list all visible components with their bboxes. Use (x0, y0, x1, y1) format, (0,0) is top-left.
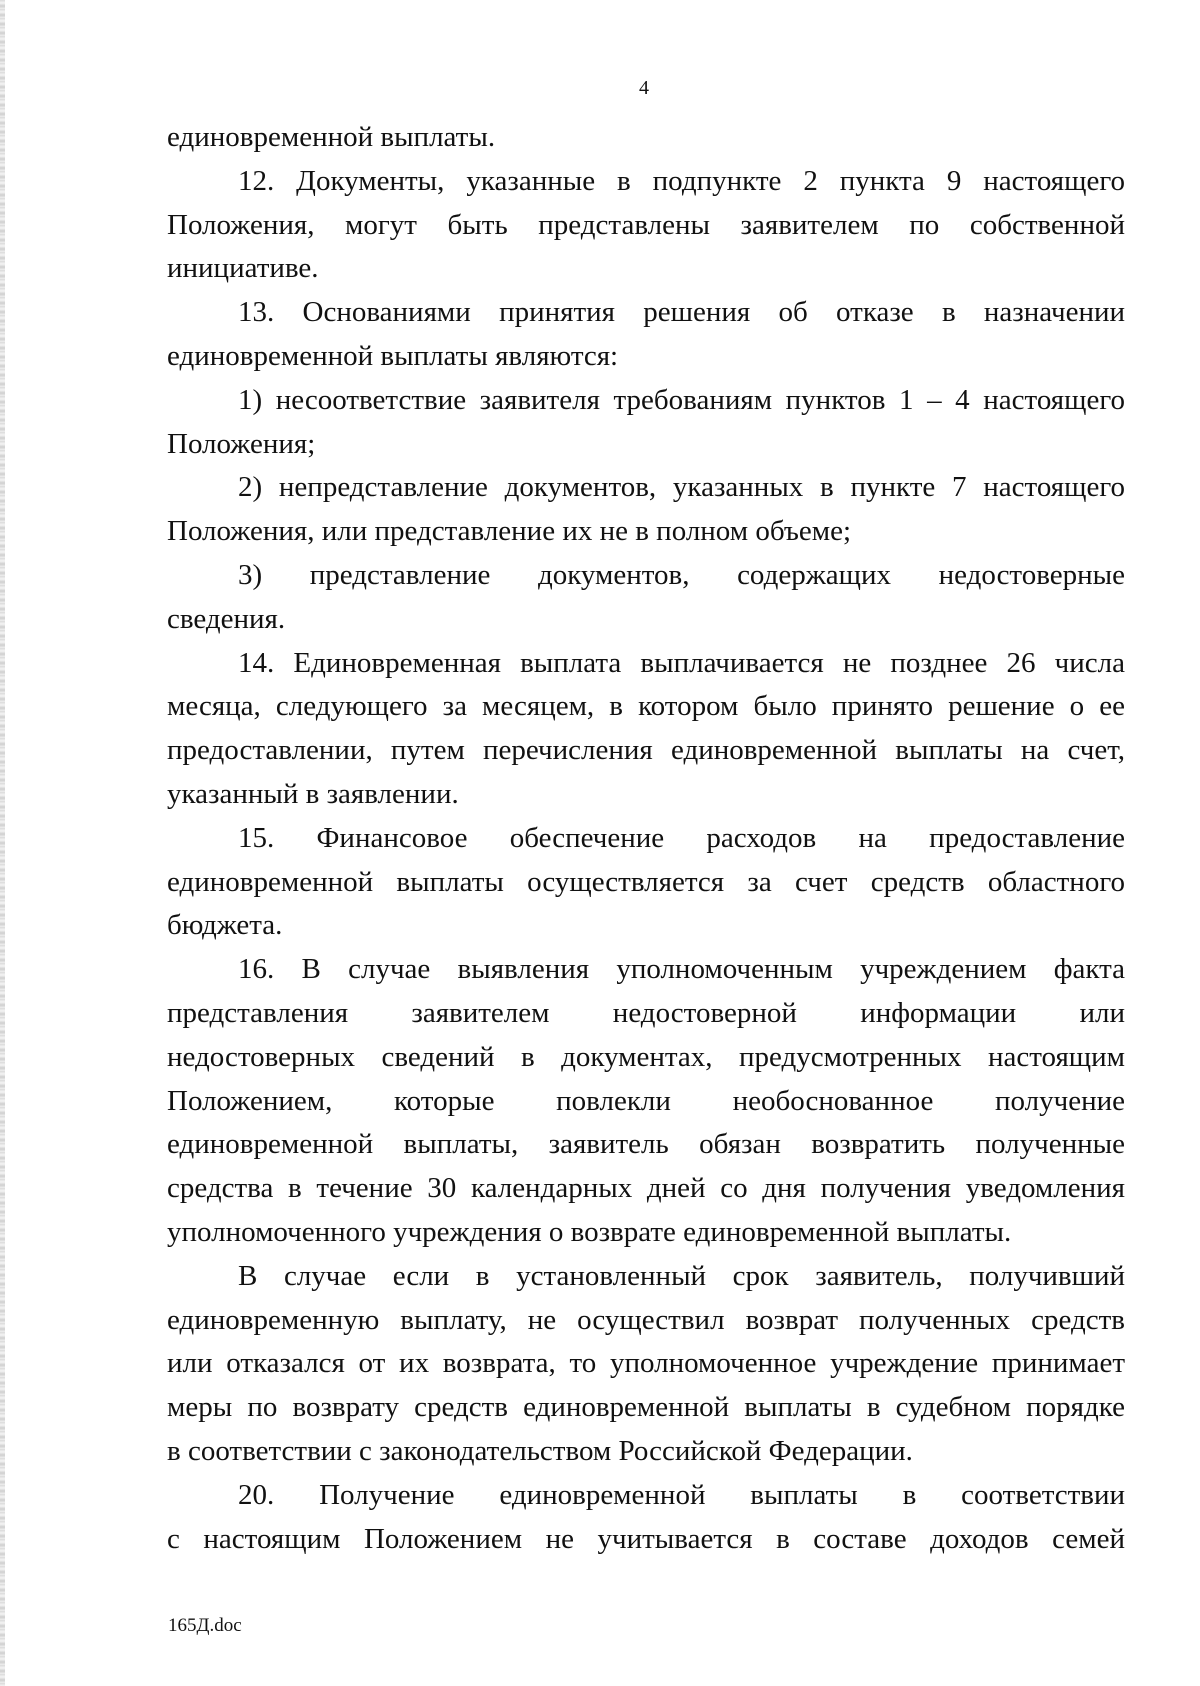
text-line: единовременную выплату, не осуществил возврат полученных средств (167, 1303, 1125, 1336)
text-line: представления заявителем недостоверной информации или (167, 996, 1125, 1029)
footer-filename: 165Д.doc (168, 1615, 242, 1636)
text-line: меры по возврату средств единовременной выплаты в судебном порядке (167, 1391, 1125, 1424)
text-line: Положением, которые повлекли необоснованное получение (167, 1084, 1125, 1117)
text-line: единовременной выплаты осуществляется за счет средств областного (167, 865, 1125, 898)
document-body (167, 116, 1125, 1561)
text-line: Положения; (167, 427, 316, 460)
text-line: 15. Финансовое обеспечение расходов на предоставление (238, 821, 1125, 854)
text-line: Положения, или представление их не в полном объеме; (167, 515, 852, 548)
text-line: 12. Документы, указанные в подпункте 2 пункта 9 настоящего (238, 164, 1125, 197)
text-line: месяца, следующего за месяцем, в котором было принято решение о ее (167, 690, 1125, 723)
text-line: 16. В случае выявления уполномоченным учреждением факта (238, 953, 1125, 986)
text-line: 14. Единовременная выплата выплачивается не позднее 26 числа (238, 646, 1125, 679)
text-line: Положения, могут быть представлены заявителем по собственной (167, 208, 1125, 241)
text-line: уполномоченного учреждения о возврате единовременной выплаты. (167, 1215, 1012, 1248)
text-line: в соответствии с законодательством Российской Федерации. (167, 1434, 913, 1467)
text-line: с настоящим Положением не учитывается в составе доходов семей (167, 1522, 1125, 1555)
text-line: бюджета. (167, 909, 283, 942)
text-line: указанный в заявлении. (167, 777, 459, 810)
text-line: единовременной выплаты. (167, 121, 496, 153)
text-line: 20. Получение единовременной выплаты в соответствии (238, 1478, 1125, 1511)
text-line: недостоверных сведений в документах, предусмотренных настоящим (167, 1040, 1125, 1073)
text-line: В случае если в установленный срок заявитель, получивший (238, 1259, 1125, 1292)
page-number: 4 (639, 77, 649, 99)
text-line: 3) представление документов, содержащих недостоверные (238, 558, 1125, 591)
text-line: 1) несоответствие заявителя требованиям пунктов 1 – 4 настоящего (238, 383, 1125, 416)
text-line: единовременной выплаты являются: (167, 339, 619, 372)
scan-edge-shadow (0, 0, 5, 1686)
text-line: средства в течение 30 календарных дней со дня получения уведомления (167, 1172, 1125, 1205)
text-line: 2) непредставление документов, указанных в пункте 7 настоящего (238, 471, 1125, 504)
text-line: единовременной выплаты, заявитель обязан возвратить полученные (167, 1128, 1125, 1161)
text-line: инициативе. (167, 252, 319, 285)
text-line: предоставлении, путем перечисления единовременной выплаты на счет, (167, 734, 1125, 767)
text-line: или отказался от их возврата, то уполномоченное учреждение принимает (167, 1347, 1125, 1380)
text-line: сведения. (167, 602, 286, 635)
text-line: 13. Основаниями принятия решения об отказе в назначении (238, 296, 1125, 329)
